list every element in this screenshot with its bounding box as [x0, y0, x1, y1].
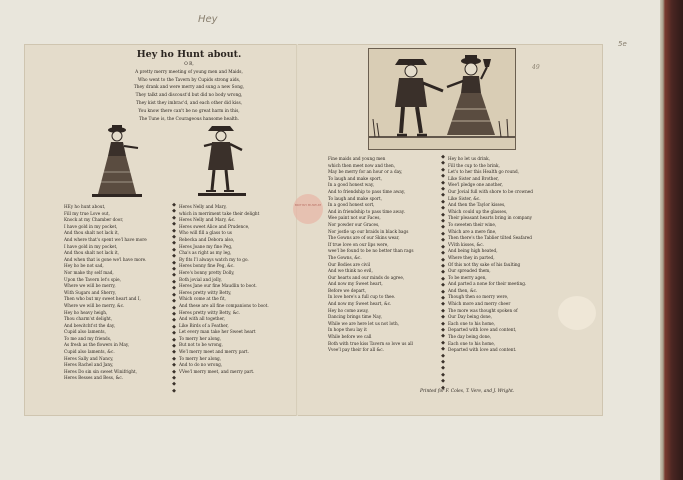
verse-line: If true love on our lips were,	[328, 241, 389, 247]
verse-line: Heres pretty witty Betty, &c.	[179, 309, 241, 315]
verse-line: Like Sister and Brother,	[448, 175, 499, 181]
verse-line: Let every man take her Sweet heart	[179, 329, 256, 335]
verse-line: Thou charm'st delight,	[64, 316, 113, 322]
verse-line: Each one to his home,	[448, 340, 496, 346]
subtitle-line: They kist they imbrac'd, and each other did kiss,	[135, 100, 243, 106]
pencil-note-right: 5e	[618, 40, 627, 48]
verse-line: Rebecka and Debora also,	[179, 236, 235, 242]
verse-line: The more was thought spoken of	[448, 307, 518, 313]
verse-line: Where we will be merry, &c.	[64, 302, 125, 308]
ballad-subtitle	[94, 61, 284, 123]
verse-line: As fresh as the flowers in May,	[64, 342, 130, 348]
verse-line: Of this not thy sake of his faulting	[448, 261, 521, 267]
verse-line: Knock at my Chamber door,	[64, 217, 124, 223]
verse-line: Vvee'l pay their for all &c.	[328, 347, 384, 353]
verse-line: While we are here let us not loth,	[328, 320, 399, 326]
verse-line: I have gold in my pocket,	[64, 243, 118, 249]
verse-line: Both jovial and jolly,	[179, 276, 222, 282]
verse-line: And being high heated,	[448, 248, 498, 254]
verse-line: Like Sister, &c.	[448, 195, 481, 201]
verse-column-4	[448, 156, 560, 354]
verse-line: To merry her along,	[179, 335, 222, 341]
verse-column-2	[179, 204, 297, 375]
verse-line: Heres Nelly and Mary,	[179, 204, 227, 209]
verse-line: Their pleasant hearts bring in company	[448, 215, 533, 221]
subtitle-line: You know there can't be no great harm in this,	[138, 108, 240, 114]
verse-line: Departed with love and content.	[448, 347, 517, 353]
verse-line: Both with true kiss Tavern so love us all	[328, 340, 413, 346]
subtitle-line: O R,	[184, 62, 194, 67]
woodcut-woman-icon	[88, 122, 146, 200]
verse-line: The Gowns are of our Skins wear,	[328, 235, 400, 241]
verse-line: Heres Sally and Nancy,	[64, 355, 114, 361]
verse-line: Heres Joane my fine Peg,	[179, 243, 233, 249]
verse-line: Our Day being done,	[448, 314, 492, 320]
woodcut-couple-icon	[368, 48, 516, 150]
verse-line: Here's bonny pretty Dolly,	[179, 269, 235, 275]
verse-line: Our Bodies are civil	[328, 261, 371, 267]
pencil-note-sheet: 49	[532, 64, 540, 71]
verse-line: In a good honest way,	[328, 182, 375, 188]
verse-line: To me and my friends,	[64, 335, 112, 341]
verse-line: And bewitcht'st the day,	[64, 322, 116, 328]
verse-line: And with all together,	[179, 316, 225, 322]
verse-line: Heres Jane our fine Maudlin to boot.	[179, 283, 257, 289]
verse-line: Heres Besses and Bess, &c.	[64, 375, 124, 381]
verse-column-3	[328, 156, 446, 354]
verse-line: While before we call	[328, 334, 372, 340]
verse-line: Hey ho heavy heigh,	[64, 309, 108, 315]
verse-line: And thou shalt not lack it,	[64, 250, 119, 256]
verse-line: Heres Nelly and Mary, &c.	[179, 217, 236, 223]
verse-line: Who will fill a glass to us	[179, 230, 232, 236]
verse-line: Then who but my sweet heart and I,	[64, 296, 141, 302]
verse-line: Let's to her this Health go round,	[448, 169, 519, 175]
verse-line: which in merriment take their delight	[179, 210, 260, 216]
verse-line: Dancing brings time Nay,	[328, 314, 382, 320]
verse-line: With Sugars and Sherry,	[64, 289, 116, 295]
verse-line: The day being done,	[448, 334, 492, 340]
verse-line: Where they in parted,	[448, 254, 495, 260]
verse-line: The Gowns, &c.	[328, 254, 362, 260]
verse-line: Heres Rachel and Jany,	[64, 362, 114, 368]
verse-line: And in friendship to pass time away.	[328, 208, 405, 214]
verse-line: Where we will be merry,	[64, 283, 116, 289]
verse-line: I have gold in my pocket,	[64, 223, 118, 229]
verse-line: By fits I'l always watch my to go.	[179, 256, 249, 262]
verse-line: May be merry for an hour or a day,	[328, 169, 403, 175]
verse-line: VVith kisses, &c.	[448, 241, 484, 247]
verse-line: And we think no evil,	[328, 268, 373, 274]
verse-line: And now my Sweet heart, &c.	[328, 301, 392, 307]
verse-line: VVee'l merry meet, and merry part.	[179, 368, 255, 374]
verse-line: Which more and merry cheer	[448, 301, 511, 307]
verse-line: Upon the Tavern let's spie,	[64, 276, 121, 282]
verse-line: HEy ho hunt about,	[64, 204, 106, 209]
verse-line: Nor jostle up our braids in black bags	[328, 228, 409, 234]
verse-line: Nor powder our Graces,	[328, 221, 380, 227]
verse-line: Wee'l pledge one another,	[448, 182, 503, 188]
verse-line: which then meet now and then,	[328, 162, 396, 168]
verse-line: And thou shalt not lack it,	[64, 230, 119, 236]
pencil-note-top: Hey	[198, 14, 218, 25]
verse-line: To merry her along,	[179, 355, 222, 361]
verse-line: Heres bonny fine Peg, &c.	[179, 263, 235, 269]
verse-line: And then the Taylor kisses,	[448, 202, 506, 208]
verse-line: Departed with love and content,	[448, 327, 517, 333]
paper-stain	[558, 296, 596, 330]
verse-line: And then, &c.	[448, 287, 478, 293]
verse-line: wee'l be found to be no better than rags	[328, 248, 414, 254]
verse-line: To laugh and make sport,	[328, 175, 382, 181]
verse-line: Cha's as right as my leg,	[179, 250, 232, 256]
stamp-text: BRITISH MUSEUM	[294, 203, 322, 207]
verse-line: To be merry agen,	[448, 274, 487, 280]
verse-line: And where that's spent we'l have more	[64, 236, 147, 242]
verse-line: Fill the cup to the brink,	[448, 162, 500, 168]
verse-line: Cupid also laments, &c.	[64, 349, 115, 355]
verse-line: Each one to his home,	[448, 320, 496, 326]
subtitle-line: They talkt and discoust'd but did no body wrong,	[135, 93, 243, 99]
verse-line: To laugh and make sport,	[328, 195, 382, 201]
verse-line: Heres sweet Alice and Prudence,	[179, 223, 250, 229]
verse-line: Hey ho be not sad,	[64, 263, 104, 269]
ornament-border-left: ◆ ◆ ◆ ◆ ◆ ◆ ◆ ◆ ◆ ◆ ◆ ◆ ◆ ◆ ◆ ◆ ◆ ◆ ◆ ◆ ◆ ◆ ◆ ◆ ◆ ◆ ◆ ◆ ◆ ◆	[172, 202, 176, 394]
verse-line: Before we depart,	[328, 287, 367, 293]
verse-line: Heres pretty witty Betty,	[179, 289, 232, 295]
verse-line: Then there's the Tablier tilted Seafared	[448, 235, 532, 241]
ornament-border-right: ◆ ◆ ◆ ◆ ◆ ◆ ◆ ◆ ◆ ◆ ◆ ◆ ◆ ◆ ◆ ◆ ◆ ◆ ◆ ◆ ◆ ◆ ◆ ◆ ◆ ◆ ◆ ◆ ◆ ◆ ◆ ◆ ◆ ◆ ◆ ◆ ◆	[441, 154, 445, 391]
verse-line: Which could up the glasses,	[448, 208, 508, 214]
subtitle-line: Who went to the Tavern by Cupids strong aids,	[137, 77, 241, 83]
verse-line: We'l merry meet and merry part.	[179, 349, 249, 355]
verse-line: Nor make thy self mad,	[64, 269, 114, 275]
verse-line: Fill my true Love out,	[64, 210, 110, 216]
verse-line: In love here's a full cup to thee.	[328, 294, 396, 300]
verse-line: And to friendship to pass time away,	[328, 188, 406, 194]
verse-line: Like Birds of a Feather,	[179, 322, 229, 328]
woodcut-man-icon	[194, 120, 250, 200]
verse-line: Hey ho let us drink,	[448, 156, 490, 161]
verse-line: Which come at the fit,	[179, 296, 226, 302]
verse-line: Cupid also laments,	[64, 329, 106, 335]
verse-line: Wee paint not our Faces,	[328, 215, 381, 221]
album-binding-edge	[660, 0, 683, 480]
printer-imprint: Printed for F. Coles, T. Vere, and J. Wright.	[420, 389, 515, 394]
verse-line: In a good honest sort,	[328, 202, 375, 208]
subtitle-line: A pretty merry meeting of young men and Maids,	[135, 69, 243, 75]
verse-line: Our Jovial full with shore to be crowned	[448, 188, 533, 194]
verse-line: And when that is gone we'l have more.	[64, 256, 147, 262]
verse-line: Heres Do sin sin sweet Winifright,	[64, 368, 137, 374]
verse-column-1	[64, 204, 172, 382]
verse-line: Fine maids and young men	[328, 156, 386, 161]
verse-line: Our hearts and our minds do agree,	[328, 274, 405, 280]
verse-line: But not to be wrong,	[179, 342, 223, 348]
verse-line: Our spreaded them,	[448, 268, 491, 274]
subtitle-line: They drank and were merry and sung a new Song,	[133, 85, 245, 91]
verse-line: Though then so merry were,	[448, 294, 509, 300]
museum-stamp	[293, 194, 323, 224]
verse-line: And these are all fine companions to boot.	[179, 302, 269, 308]
verse-line: And to do no wrong,	[179, 362, 223, 368]
verse-line: And parted a none for their meeting.	[448, 281, 527, 287]
verse-line: To sweeten their wine,	[448, 221, 497, 227]
ballad-title: Hey ho Hunt about.	[136, 49, 242, 60]
verse-line: Hey ho come away,	[328, 307, 369, 313]
ballad-sheet	[24, 44, 603, 416]
verse-line: Which are a mere fine,	[448, 228, 497, 234]
verse-line: And now my Sweet heart,	[328, 281, 383, 287]
verse-line: In hope thou lay it	[328, 327, 367, 333]
subtitle-line: The Tune is, the Courageous hansome health.	[138, 116, 240, 122]
